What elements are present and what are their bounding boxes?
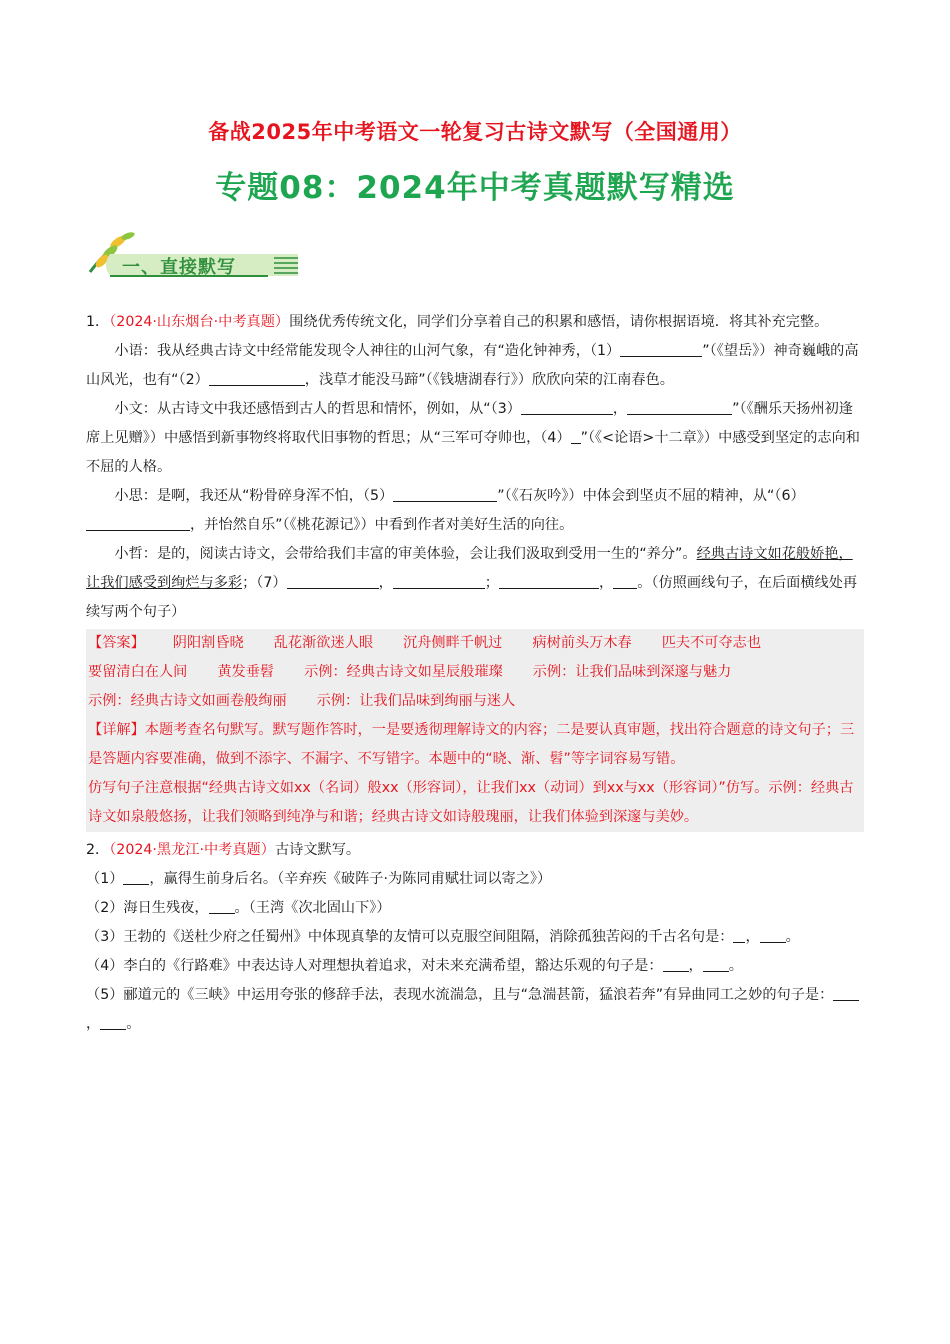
answer-blank[interactable] [620,341,702,357]
answer-blank[interactable] [627,399,732,415]
section-label: 一、直接默写 [122,257,236,278]
answer-blank[interactable] [733,927,745,943]
answer-item: 示例：让我们品味到绚丽与迷人 [316,693,516,709]
answer-blank[interactable] [663,956,689,972]
q1-paragraph-2: 小文：从古诗文中我还感悟到古人的哲思和情怀，例如，从“（3） ， ”（《酬乐天扬州初逢席上见赠》）中感悟到新事物终将取代旧事物的哲思；从“三军可夺帅也，（4） ”（《<论语>十二章》）中感受到坚定的志向和不屈的人格。 [86,401,860,475]
question-number: 2． [86,842,110,858]
answer-box [86,629,864,832]
answer-blank[interactable] [393,573,485,589]
document-subtitle: 专题08：2024年中考真题默写精选 [215,170,735,206]
answer-blank[interactable] [613,573,637,589]
answer-item: 示例：经典古诗文如画卷般绚丽 [88,693,287,709]
answer-blank[interactable] [86,515,190,531]
answer-blank[interactable] [209,370,305,386]
q2-item-5: （5）郦道元的《三峡》中运用夸张的修辞手法，表现水流湍急，且与“急湍甚箭，猛浪若奔”有异曲同工之妙的句子是：， 。 [86,981,864,1039]
q1-paragraph-4: 小哲：是的，阅读古诗文，会带给我们丰富的审美体验，会让我们汲取到受用一生的“养分”。经典古诗文如花般娇艳，让我们感受到绚烂与多彩；（7） ， ； ， 。（仿照画线句子，在后面横线处再续写两个句子） [86,546,858,620]
answer-blank[interactable] [833,985,859,1001]
answer-blank[interactable] [287,573,379,589]
answer-tag: 【答案】 [88,635,145,651]
answer-imitation-note: 仿写句子注意根据“经典古诗文如xx（名词）般xx（形容词），让我们xx（动词）到xx与xx（形容词）”仿写。示例：经典古诗文如泉般悠扬，让我们领略到纯净与和谐；经典古诗文如诗般瑰丽，让我们体验到深邃与美妙。 [88,780,854,825]
answer-blank[interactable] [393,486,497,502]
answer-blank[interactable] [521,399,613,415]
answer-blank[interactable] [499,573,599,589]
answer-blank[interactable] [703,956,729,972]
answer-blank[interactable] [571,428,581,444]
answer-blank[interactable] [100,1014,126,1030]
answer-blank[interactable] [123,869,149,885]
q1-paragraph-3: 小思：是啊，我还从“粉骨碎身浑不怕，（5） ”（《石灰吟》）中体会到坚贞不屈的精神，从“（6），并怡然自乐”（《桃花源记》）中看到作者对美好生活的向往。 [86,482,864,540]
answer-item: 沉舟侧畔千帆过 [403,635,503,651]
question-1-header [86,308,864,337]
answer-blank[interactable] [760,927,786,943]
question-source: （2024·黑龙江·中考真题） [109,842,275,858]
section-heading [88,228,303,282]
document-title: 备战2025年中考语文一轮复习古诗文默写（全国通用） [208,120,742,144]
q2-item-3: （3）王勃的《送杜少府之任蜀州》中体现真挚的友情可以克服空间阻隔，消除孤独苦闷的千古名句是： ， 。 [86,929,800,945]
q2-item-2: （2）海日生残夜， 。（王湾《次北固山下》） [86,900,391,916]
underlined-example: 经典古诗文如花般娇艳，让我们感受到绚烂与多彩 [86,546,853,591]
answer-item: 阴阳割昏晓 [172,635,244,651]
answer-item: 示例：经典古诗文如星辰般璀璨 [304,664,503,680]
question-2-header [86,836,864,865]
question-number: 1． [86,314,110,330]
content [86,308,864,1039]
question-intro: 古诗文默写。 [274,842,361,858]
answer-item: 匹夫不可夺志也 [661,635,762,651]
question-intro: 围绕优秀传统文化，同学们分享着自己的积累和感悟，请你根据语境．将其补充完整。 [289,314,829,330]
q2-item-1: （1） ，赢得生前身后名。（辛弃疾《破阵子·为陈同甫赋壮词以寄之》） [86,871,552,887]
answer-list [88,629,862,716]
answer-item: 病树前头万木春 [532,635,632,651]
answer-item: 乱花渐欲迷人眼 [273,635,374,651]
question-source: （2024·山东烟台·中考真题） [109,314,290,330]
answer-detail: 【详解】本题考查名句默写。默写题作答时，一是要透彻理解诗文的内容；二是要认真审题，找出符合题意的诗文句子；三是答题内容要准确，做到不添字、不漏字、不写错字。本题中的“晓、渐、髫”等字词容易写错。 [88,722,855,767]
answer-item: 黄发垂髫 [217,664,275,680]
answer-blank[interactable] [209,898,235,914]
answer-item: 示例：让我们品味到深邃与魅力 [532,664,732,680]
q2-item-4: （4）李白的《行路难》中表达诗人对理想执着追求，对未来充满希望，豁达乐观的句子是： ， 。 [86,958,743,974]
q1-paragraph-1: 小语：我从经典古诗文中经常能发现令人神往的山河气象，有“造化钟神秀，（1） ”（《望岳》）神奇巍峨的高山风光，也有“（2） ，浅草才能没马蹄”（《钱塘湖春行》）欣欣向荣的江南春色。 [86,343,859,388]
answer-item: 要留清白在人间 [88,664,188,680]
